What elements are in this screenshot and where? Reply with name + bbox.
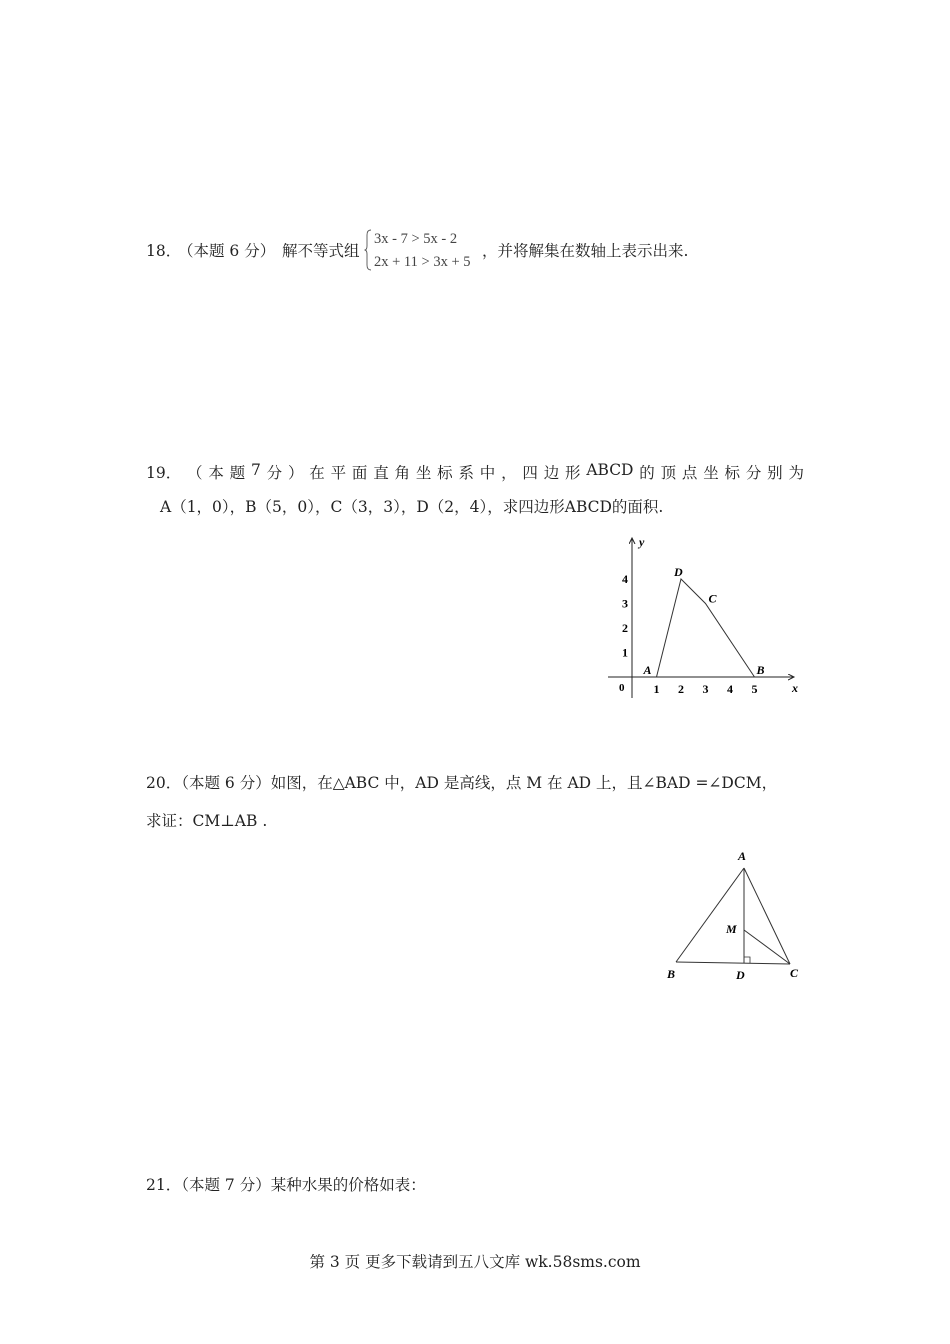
page-footer: 第 3 页 更多下载请到五八文库 wk.58sms.com [309, 1253, 641, 1271]
q21-line-1: 21．（本题 7 分）某种水果的价格如表： [146, 1176, 426, 1194]
x-tick-label: 2 [678, 682, 684, 696]
q19-char: 平 [330, 464, 347, 482]
x-tick-label: 4 [727, 682, 733, 696]
side-bc [676, 962, 790, 964]
q19-char: 系 [458, 464, 474, 482]
q18-tail: ，并将解集在数轴上表示出来. [482, 242, 689, 260]
segment-cm [744, 930, 790, 964]
q19-char: ） [287, 464, 304, 482]
q19-char: 形 [565, 464, 581, 482]
side-ac [744, 868, 790, 964]
x-tick-label: 5 [751, 682, 758, 696]
label-m: M [726, 922, 737, 936]
label-c: C [790, 966, 799, 980]
label-a: A [738, 849, 747, 863]
triangle-figure [660, 846, 810, 986]
q19-char: 标 [724, 464, 741, 482]
vertex-label: C [708, 591, 717, 606]
q19-char: 中 [479, 464, 496, 482]
quadrilateral-coordinate-figure [600, 532, 810, 704]
q18-score: （本题 6 分） [178, 242, 276, 260]
q19-char: 点 [681, 464, 698, 482]
inequality-1: 3x - 7 > 5x - 2 [374, 231, 458, 247]
q20-line-1: 20．（本题 6 分）如图，在△ABC 中，AD 是高线，点 M 在 AD 上，且∠BAD =∠DCM， [146, 774, 778, 792]
q19-char: 角 [394, 464, 411, 482]
q18-number: 18． [146, 242, 182, 260]
q20-line-2: 求证：CM⊥AB . [146, 812, 268, 830]
q19-char: 本 [208, 464, 224, 482]
vertex-label: D [674, 565, 683, 579]
q19-line-1 [146, 461, 804, 483]
x-axis-label: x [792, 681, 798, 695]
label-d: D [736, 968, 745, 982]
inequality-system [364, 229, 486, 273]
q19-char: （ [187, 464, 203, 482]
label-b: B [667, 967, 676, 981]
y-axis-label: y [639, 535, 645, 549]
q19-char: 为 [788, 464, 804, 482]
q19-char: ， [501, 464, 517, 482]
q19-char: 别 [767, 464, 783, 482]
q19-char: 坐 [703, 464, 719, 482]
q19-char: 坐 [415, 464, 432, 482]
q19-char: 7 [250, 461, 261, 479]
vertex-label: A [643, 663, 652, 677]
q18-prompt: 解不等式组 [282, 242, 360, 260]
q19-char: 分 [745, 464, 762, 482]
q19-char: ABCD [586, 461, 634, 479]
q19-char: 19． [146, 464, 182, 482]
y-tick-label: 3 [622, 596, 628, 611]
q19-char: 边 [543, 464, 560, 482]
q19-char: 在 [309, 464, 325, 482]
vertex-label: B [756, 663, 765, 677]
y-ticks [622, 572, 628, 660]
q19-char: 顶 [660, 464, 677, 482]
q19-line-2: A（1，0），B（5，0），C（3，3），D（2，4），求四边形ABCD的面积. [160, 498, 664, 516]
q19-char: 四 [522, 464, 538, 482]
right-angle-mark [744, 957, 750, 963]
x-tick-label: 3 [702, 682, 709, 696]
q19-char: 标 [437, 464, 453, 482]
q19-char: 分 [266, 464, 283, 482]
origin-label: 0 [619, 682, 625, 694]
q19-char: 面 [351, 464, 368, 482]
inequality-2: 2x + 11 > 3x + 5 [374, 254, 471, 270]
x-tick-label: 1 [653, 682, 660, 696]
y-tick-label: 1 [622, 645, 628, 660]
side-ab [676, 868, 744, 962]
q19-char: 题 [229, 464, 246, 482]
y-tick-label: 2 [622, 621, 628, 635]
y-tick-label: 4 [622, 572, 628, 586]
q19-char: 的 [639, 464, 655, 482]
left-brace-icon [364, 229, 372, 271]
q19-char: 直 [373, 464, 389, 482]
quadrilateral-abcd [657, 579, 755, 677]
x-ticks [654, 682, 758, 696]
